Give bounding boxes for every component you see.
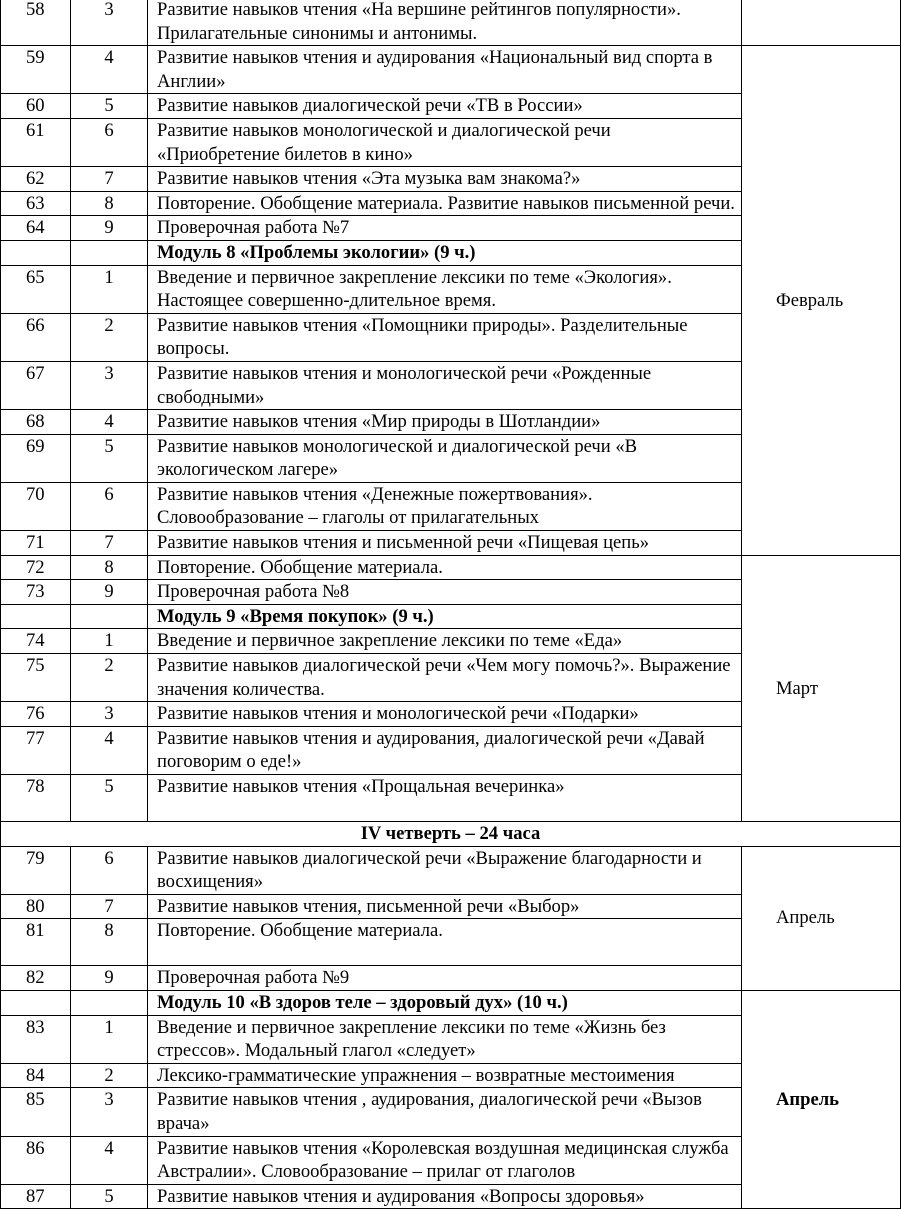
empty-cell [71, 604, 148, 629]
lesson-topic: Развитие навыков чтения «Мир природы в Шотландии» [148, 410, 742, 435]
lesson-number: 74 [1, 629, 71, 654]
module-lesson-number: 5 [71, 775, 148, 822]
lesson-topic: Развитие навыков чтения «Эта музыка вам знакома?» [148, 167, 742, 192]
lesson-topic: Развитие навыков чтения , аудирования, диалогической речи «Вызов врача» [148, 1088, 742, 1136]
lesson-topic: Развитие навыков чтения и письменной речи «Пищевая цепь» [148, 531, 742, 556]
lesson-number: 64 [1, 216, 71, 241]
lesson-topic: Развитие навыков чтения «Денежные пожертвования». Словообразование – глаголы от прилагательных [148, 482, 742, 530]
module-lesson-number: 9 [71, 966, 148, 991]
lesson-number: 69 [1, 434, 71, 482]
lesson-number: 68 [1, 410, 71, 435]
empty-cell [1, 990, 71, 1015]
module-lesson-number: 9 [71, 580, 148, 605]
month-cell: Март [742, 555, 901, 821]
lesson-topic: Введение и первичное закрепление лексики по теме «Еда» [148, 629, 742, 654]
lesson-topic: Лексико-грамматические упражнения – возвратные местоимения [148, 1063, 742, 1088]
table-row [1, 0, 901, 46]
lesson-topic: Развитие навыков чтения, письменной речи «Выбор» [148, 894, 742, 919]
lesson-number: 86 [1, 1136, 71, 1184]
lesson-topic: Развитие навыков чтения и монологической речи «Рожденные свободными» [148, 361, 742, 409]
lesson-topic: Развитие навыков диалогической речи «Чем могу помочь?». Выражение значения количества. [148, 654, 742, 702]
quarter-row [1, 822, 901, 847]
lesson-topic: Проверочная работа №9 [148, 966, 742, 991]
lesson-number: 76 [1, 702, 71, 727]
module-title: Модуль 10 «В здоров теле – здоровый дух» (10 ч.) [148, 990, 742, 1015]
month-cell: Апрель [742, 990, 901, 1208]
module-lesson-number: 3 [71, 0, 148, 46]
lesson-number: 58 [1, 0, 71, 46]
lesson-number: 62 [1, 167, 71, 192]
lesson-number: 81 [1, 919, 71, 966]
lesson-number: 61 [1, 118, 71, 166]
lesson-number: 80 [1, 894, 71, 919]
lesson-number: 82 [1, 966, 71, 991]
empty-cell [71, 240, 148, 265]
lesson-number: 66 [1, 313, 71, 361]
lesson-topic: Развитие навыков чтения и монологической речи «Подарки» [148, 702, 742, 727]
lesson-number: 84 [1, 1063, 71, 1088]
module-title: Модуль 8 «Проблемы экологии» (9 ч.) [148, 240, 742, 265]
lesson-topic: Повторение. Обобщение материала. Развитие навыков письменной речи. [148, 191, 742, 216]
module-lesson-number: 1 [71, 1015, 148, 1063]
module-lesson-number: 4 [71, 46, 148, 94]
empty-month-cell [742, 0, 901, 46]
lesson-topic: Развитие навыков чтения «Помощники природы». Разделительные вопросы. [148, 313, 742, 361]
lesson-number: 65 [1, 265, 71, 313]
module-lesson-number: 5 [71, 94, 148, 119]
lesson-topic: Развитие навыков монологической и диалогической речи «В экологическом лагере» [148, 434, 742, 482]
module-lesson-number: 2 [71, 1063, 148, 1088]
lesson-topic: Развитие навыков чтения «На вершине рейтингов популярности». Прилагательные синонимы и антонимы. [148, 0, 742, 46]
lesson-plan-body [1, 0, 901, 1209]
module-lesson-number: 3 [71, 702, 148, 727]
lesson-number: 71 [1, 531, 71, 556]
lesson-topic: Введение и первичное закрепление лексики по теме «Жизнь без стрессов». Модальный глагол «следует» [148, 1015, 742, 1063]
module-lesson-number: 7 [71, 167, 148, 192]
lesson-number: 59 [1, 46, 71, 94]
module-lesson-number: 3 [71, 361, 148, 409]
lesson-topic: Повторение. Обобщение материала. [148, 919, 742, 966]
module-lesson-number: 1 [71, 265, 148, 313]
lesson-number: 63 [1, 191, 71, 216]
lesson-number: 77 [1, 726, 71, 774]
lesson-topic: Развитие навыков чтения «Прощальная вечеринка» [148, 775, 742, 822]
module-lesson-number: 6 [71, 118, 148, 166]
month-cell: Апрель [742, 846, 901, 990]
module-title: Модуль 9 «Время покупок» (9 ч.) [148, 604, 742, 629]
module-header-row [1, 990, 901, 1015]
lesson-number: 87 [1, 1184, 71, 1209]
lesson-topic: Развитие навыков чтения и аудирования «Национальный вид спорта в Англии» [148, 46, 742, 94]
lesson-topic: Проверочная работа №8 [148, 580, 742, 605]
lesson-topic: Развитие навыков чтения и аудирования «Вопросы здоровья» [148, 1184, 742, 1209]
module-lesson-number: 7 [71, 894, 148, 919]
module-lesson-number: 3 [71, 1088, 148, 1136]
module-lesson-number: 6 [71, 482, 148, 530]
module-lesson-number: 9 [71, 216, 148, 241]
module-lesson-number: 8 [71, 555, 148, 580]
lesson-topic: Повторение. Обобщение материала. [148, 555, 742, 580]
empty-cell [1, 240, 71, 265]
lesson-number: 67 [1, 361, 71, 409]
lesson-topic: Развитие навыков диалогической речи «Выражение благодарности и восхищения» [148, 846, 742, 894]
empty-cell [71, 990, 148, 1015]
module-lesson-number: 4 [71, 1136, 148, 1184]
lesson-number: 79 [1, 846, 71, 894]
module-lesson-number: 4 [71, 726, 148, 774]
module-lesson-number: 6 [71, 846, 148, 894]
lesson-topic: Развитие навыков диалогической речи «ТВ в России» [148, 94, 742, 119]
module-lesson-number: 2 [71, 654, 148, 702]
table-row [1, 846, 901, 894]
table-row [1, 46, 901, 94]
lesson-number: 85 [1, 1088, 71, 1136]
lesson-topic: Развитие навыков чтения и аудирования, диалогической речи «Давай поговорим о еде!» [148, 726, 742, 774]
module-lesson-number: 4 [71, 410, 148, 435]
lesson-number: 83 [1, 1015, 71, 1063]
month-cell: Февраль [742, 46, 901, 555]
module-lesson-number: 5 [71, 434, 148, 482]
lesson-number: 60 [1, 94, 71, 119]
lesson-topic: Введение и первичное закрепление лексики по теме «Экология». Настоящее совершенно-длительное время. [148, 265, 742, 313]
lesson-number: 72 [1, 555, 71, 580]
module-lesson-number: 5 [71, 1184, 148, 1209]
lesson-topic: Развитие навыков чтения «Королевская воздушная медицинская служба Австралии». Словообразование – прилаг от глаголов [148, 1136, 742, 1184]
module-lesson-number: 8 [71, 919, 148, 966]
lesson-topic: Развитие навыков монологической и диалогической речи «Приобретение билетов в кино» [148, 118, 742, 166]
lesson-number: 78 [1, 775, 71, 822]
module-lesson-number: 8 [71, 191, 148, 216]
module-lesson-number: 7 [71, 531, 148, 556]
lesson-number: 70 [1, 482, 71, 530]
table-row [1, 555, 901, 580]
module-lesson-number: 1 [71, 629, 148, 654]
lesson-number: 73 [1, 580, 71, 605]
lesson-topic: Проверочная работа №7 [148, 216, 742, 241]
empty-cell [1, 604, 71, 629]
lesson-number: 75 [1, 654, 71, 702]
module-lesson-number: 2 [71, 313, 148, 361]
quarter-title: IV четверть – 24 часа [1, 822, 901, 847]
